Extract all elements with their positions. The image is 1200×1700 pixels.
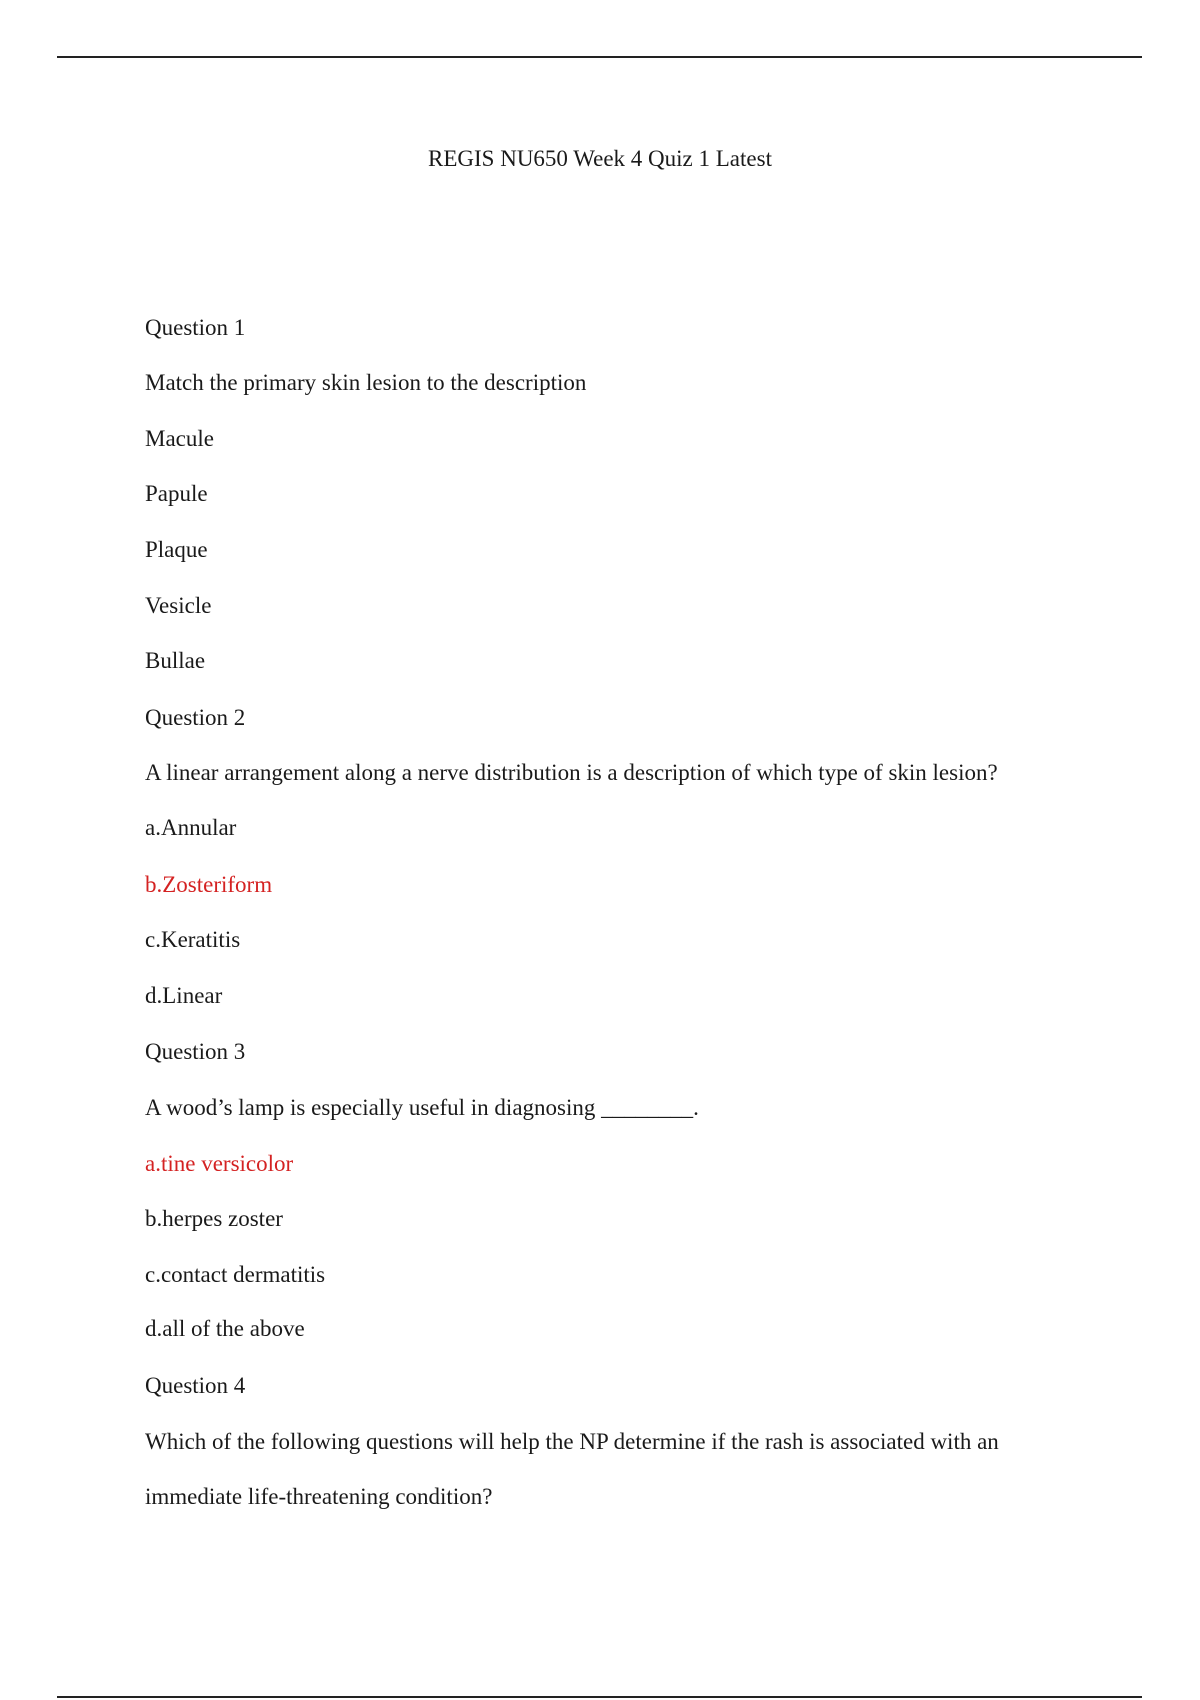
question-3-option-correct: a.tine versicolor	[145, 1151, 294, 1176]
document-title: REGIS NU650 Week 4 Quiz 1 Latest	[428, 146, 772, 171]
top-rule	[57, 56, 1142, 58]
question-4-heading: Question 4	[145, 1373, 246, 1398]
question-1-heading: Question 1	[145, 315, 246, 340]
question-1-item: Plaque	[145, 537, 208, 562]
question-3-prompt: A wood’s lamp is especially useful in diagnosing ________.	[145, 1095, 699, 1120]
question-3-option: d.all of the above	[145, 1316, 305, 1341]
question-1-item: Papule	[145, 481, 208, 506]
question-1-item: Macule	[145, 426, 214, 451]
question-4-prompt-line-1: Which of the following questions will help the NP determine if the rash is associated with an	[145, 1429, 999, 1454]
question-3-option: c.contact dermatitis	[145, 1262, 326, 1287]
question-2-option: d.Linear	[145, 983, 223, 1008]
question-3-option: b.herpes zoster	[145, 1206, 283, 1231]
question-2-option-correct: b.Zosteriform	[145, 872, 273, 897]
question-1-item: Vesicle	[145, 593, 212, 618]
question-4-prompt-line-2: immediate life-threatening condition?	[145, 1484, 493, 1509]
question-2-option: c.Keratitis	[145, 927, 241, 952]
bottom-rule	[57, 1696, 1142, 1698]
question-2-prompt: A linear arrangement along a nerve distribution is a description of which type of skin lesion?	[145, 760, 998, 785]
question-1-prompt: Match the primary skin lesion to the description	[145, 370, 587, 395]
question-2-option: a.Annular	[145, 815, 237, 840]
question-2-heading: Question 2	[145, 705, 246, 730]
question-1-item: Bullae	[145, 648, 206, 673]
question-3-heading: Question 3	[145, 1039, 246, 1064]
